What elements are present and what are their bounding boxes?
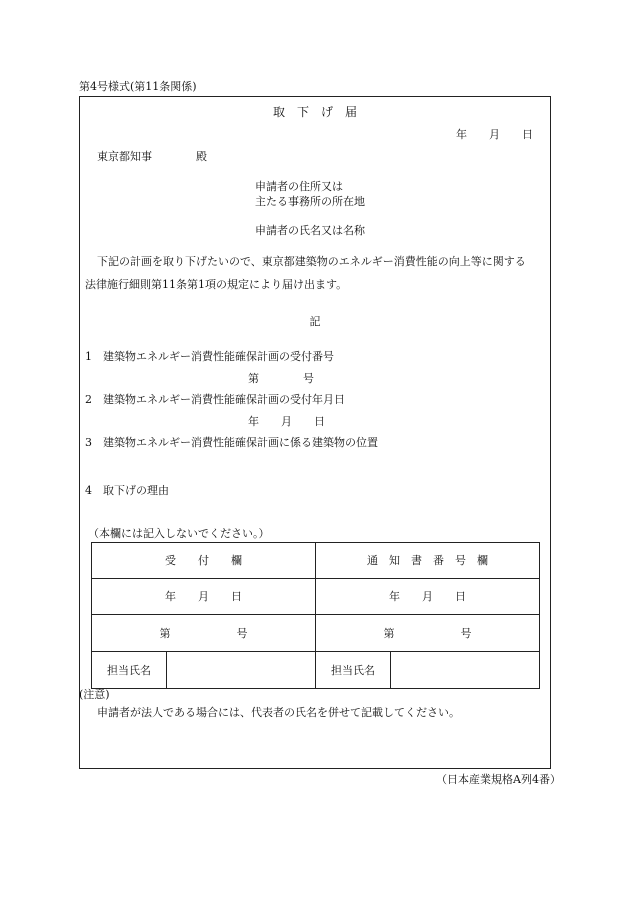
paper-size-footer: （日本産業規格A列4番） (436, 773, 561, 786)
item-4-label: 4 取下げの理由 (85, 484, 169, 497)
body-text-line-2: 法律施行細則第11条第1項の規定により届け出ます。 (85, 278, 348, 291)
item-1-number: 第 号 (248, 372, 314, 385)
notes-text: 申請者が法人である場合には、代表者の氏名を併せて記載してください。 (97, 706, 460, 719)
notice-number-cell: 第 号 (316, 615, 540, 652)
notice-date-cell: 年 月 日 (316, 579, 540, 615)
reception-person-label: 担当氏名 (92, 652, 167, 689)
form-number: 第4号様式(第11条関係) (79, 80, 197, 93)
reception-person-value (167, 652, 316, 689)
body-text-line-1: 下記の計画を取り下げたいので、東京都建築物のエネルギー消費性能の向上等に関する (97, 255, 526, 268)
item-2-date: 年 月 日 (248, 415, 325, 428)
notice-person-value (391, 652, 540, 689)
form-title: 取 下 げ 届 (272, 105, 357, 119)
notice-number-column-header: 通 知 書 番 号 欄 (316, 543, 540, 579)
reception-date-cell: 年 月 日 (92, 579, 316, 615)
ki-heading: 記 (309, 315, 321, 328)
applicant-address-label-1: 申請者の住所又は (255, 180, 343, 193)
reception-table (91, 542, 540, 689)
applicant-address-label-2: 主たる事務所の所在地 (255, 195, 365, 208)
notice-person-label: 担当氏名 (316, 652, 391, 689)
reception-column-header: 受 付 欄 (92, 543, 316, 579)
item-1-label: 1 建築物エネルギー消費性能確保計画の受付番号 (85, 350, 334, 363)
item-2-label: 2 建築物エネルギー消費性能確保計画の受付年月日 (85, 393, 345, 406)
reception-number-cell: 第 号 (92, 615, 316, 652)
applicant-name-label: 申請者の氏名又は名称 (255, 224, 365, 237)
item-3-label: 3 建築物エネルギー消費性能確保計画に係る建築物の位置 (85, 436, 378, 449)
addressee: 東京都知事 殿 (97, 150, 207, 163)
notes-heading: (注意) (79, 688, 110, 701)
submission-date: 年 月 日 (456, 128, 533, 141)
table-caption: （本欄には記入しないでください。） (88, 527, 270, 540)
